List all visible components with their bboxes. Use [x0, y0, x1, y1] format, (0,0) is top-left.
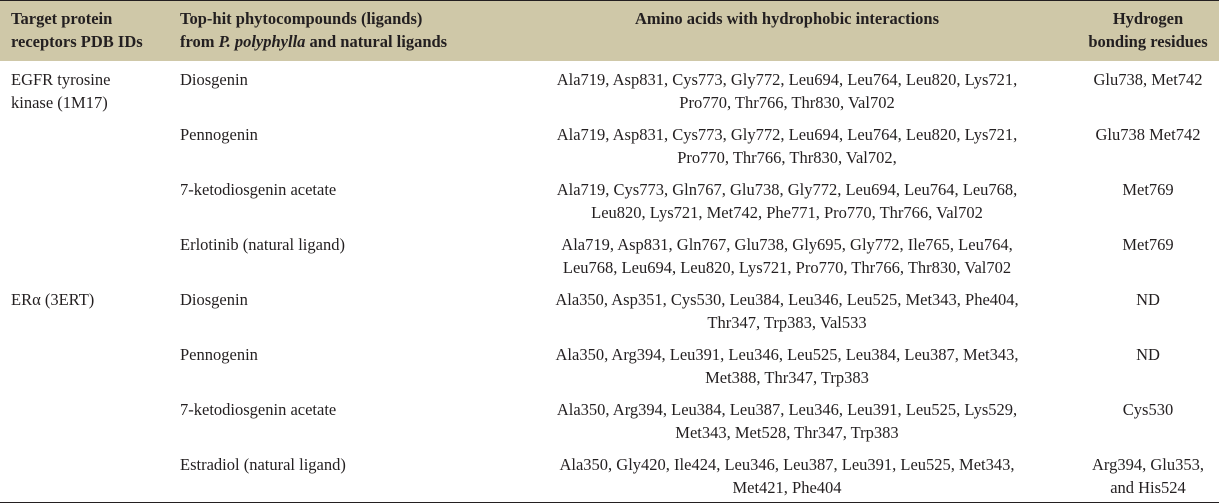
- hbond-cell: [1077, 119, 1219, 174]
- ligand-cell: [173, 174, 497, 229]
- target-cell: [0, 61, 173, 119]
- header-row: [0, 1, 1219, 62]
- table-row: [0, 339, 1219, 394]
- ligand-cell-text: Diosgenin: [180, 70, 248, 89]
- ligand-cell: [173, 229, 497, 284]
- hydrophobic-cell-text: Leu820, Lys721, Met742, Phe771, Pro770, Thr766, Val702: [591, 203, 983, 222]
- hydrophobic-cell-text: Thr347, Trp383, Val533: [707, 313, 867, 332]
- hydrophobic-cell: [497, 339, 1077, 394]
- header-ligands-post: and natural ligands: [305, 32, 448, 51]
- hydrophobic-cell-text: Ala350, Arg394, Leu391, Leu346, Leu525, Leu384, Leu387, Met343,: [555, 345, 1019, 364]
- target-cell: [0, 449, 173, 503]
- hbond-cell: [1077, 284, 1219, 339]
- hbond-cell-text: ND: [1136, 345, 1160, 364]
- header-ligands-line1: Top-hit phytocompounds (ligands): [180, 9, 423, 28]
- hydrophobic-cell-text: Pro770, Thr766, Thr830, Val702,: [677, 148, 897, 167]
- hydrophobic-cell-text: Met388, Thr347, Trp383: [705, 368, 869, 387]
- table-row: [0, 119, 1219, 174]
- hbond-cell: [1077, 229, 1219, 284]
- target-cell-text: kinase (1M17): [11, 93, 108, 112]
- header-target-line2: receptors PDB IDs: [11, 32, 143, 51]
- table-row: [0, 174, 1219, 229]
- table-row: [0, 449, 1219, 503]
- header-target-protein: [0, 1, 173, 62]
- header-hbond-line2: bonding residues: [1088, 32, 1208, 51]
- ligand-cell-text: 7-ketodiosgenin acetate: [180, 400, 337, 419]
- hydrophobic-cell-text: Ala719, Asp831, Gln767, Glu738, Gly695, Gly772, Ile765, Leu764,: [561, 235, 1013, 254]
- header-hbond: [1077, 1, 1219, 62]
- ligand-cell-text: Erlotinib (natural ligand): [180, 235, 345, 254]
- ligand-cell: [173, 119, 497, 174]
- target-cell: [0, 394, 173, 449]
- hydrophobic-cell: [497, 229, 1077, 284]
- hbond-cell-text: and His524: [1110, 478, 1186, 497]
- target-cell: [0, 119, 173, 174]
- hydrophobic-cell: [497, 61, 1077, 119]
- header-hbond-line1: Hydrogen: [1112, 9, 1184, 28]
- ligand-cell-text: Pennogenin: [180, 345, 258, 364]
- hbond-cell: [1077, 394, 1219, 449]
- table-header: [0, 1, 1219, 62]
- ligand-cell: [173, 394, 497, 449]
- table-row: [0, 284, 1219, 339]
- target-cell: [0, 174, 173, 229]
- ligand-cell: [173, 284, 497, 339]
- hydrophobic-cell: [497, 174, 1077, 229]
- hbond-cell: [1077, 174, 1219, 229]
- ligand-cell-text: 7-ketodiosgenin acetate: [180, 180, 337, 199]
- ligand-cell-text: Diosgenin: [180, 290, 248, 309]
- hydrophobic-cell: [497, 394, 1077, 449]
- hydrophobic-cell-text: Ala719, Cys773, Gln767, Glu738, Gly772, Leu694, Leu764, Leu768,: [556, 180, 1018, 199]
- ligand-cell-text: Pennogenin: [180, 125, 258, 144]
- hydrophobic-cell-text: Met421, Phe404: [732, 478, 842, 497]
- header-ligands-species: P. polyphylla: [218, 32, 306, 51]
- hydrophobic-cell-text: Ala350, Arg394, Leu384, Leu387, Leu346, Leu391, Leu525, Lys529,: [556, 400, 1018, 419]
- ligand-cell: [173, 61, 497, 119]
- hydrophobic-cell-text: Ala350, Asp351, Cys530, Leu384, Leu346, Leu525, Met343, Phe404,: [555, 290, 1019, 309]
- header-ligands-pre: from: [180, 32, 219, 51]
- hydrophobic-cell-text: Ala719, Asp831, Cys773, Gly772, Leu694, Leu764, Leu820, Lys721,: [556, 125, 1018, 144]
- header-hydrophobic-label: Amino acids with hydrophobic interactions: [634, 9, 940, 28]
- ligand-cell: [173, 339, 497, 394]
- target-cell: [0, 284, 173, 339]
- hydrophobic-cell-text: Ala350, Gly420, Ile424, Leu346, Leu387, Leu391, Leu525, Met343,: [559, 455, 1015, 474]
- hydrophobic-cell: [497, 449, 1077, 503]
- table-row: [0, 394, 1219, 449]
- hydrophobic-cell-text: Pro770, Thr766, Thr830, Val702: [679, 93, 895, 112]
- table-body: [0, 61, 1219, 503]
- ligand-cell: [173, 449, 497, 503]
- hbond-cell: [1077, 339, 1219, 394]
- header-hydrophobic: [497, 1, 1077, 62]
- hbond-cell-text: Met769: [1122, 235, 1174, 254]
- header-target-line1: Target protein: [11, 9, 113, 28]
- hydrophobic-cell-text: Met343, Met528, Thr347, Trp383: [675, 423, 899, 442]
- hbond-cell: [1077, 61, 1219, 119]
- hbond-cell-text: ND: [1136, 290, 1160, 309]
- ligand-cell-text: Estradiol (natural ligand): [180, 455, 346, 474]
- hbond-cell-text: Glu738, Met742: [1093, 70, 1203, 89]
- hydrophobic-cell: [497, 284, 1077, 339]
- table-row: [0, 61, 1219, 119]
- target-cell: [0, 339, 173, 394]
- hbond-cell-text: Met769: [1122, 180, 1174, 199]
- hbond-cell-text: Arg394, Glu353,: [1092, 455, 1204, 474]
- target-cell-text: ERα (3ERT): [11, 290, 95, 309]
- table-row: [0, 229, 1219, 284]
- hbond-cell: [1077, 449, 1219, 503]
- hbond-cell-text: Cys530: [1122, 400, 1174, 419]
- target-cell: [0, 229, 173, 284]
- hydrophobic-cell-text: Ala719, Asp831, Cys773, Gly772, Leu694, Leu764, Leu820, Lys721,: [556, 70, 1018, 89]
- hbond-cell-text: Glu738 Met742: [1095, 125, 1201, 144]
- hydrophobic-cell: [497, 119, 1077, 174]
- header-ligands: [173, 1, 497, 62]
- target-cell-text: EGFR tyrosine: [11, 70, 111, 89]
- hydrophobic-cell-text: Leu768, Leu694, Leu820, Lys721, Pro770, Thr766, Thr830, Val702: [562, 258, 1012, 277]
